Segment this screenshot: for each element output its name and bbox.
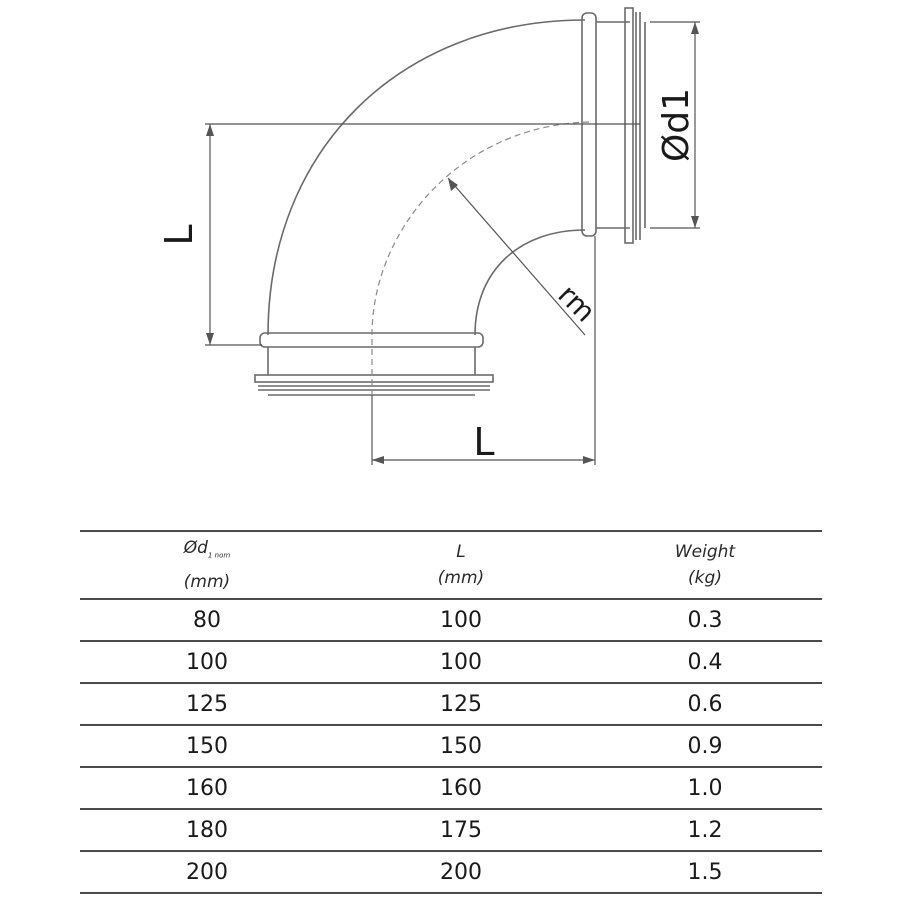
centerline	[372, 122, 590, 395]
table-row	[80, 809, 822, 851]
cell-length: 200	[440, 859, 482, 885]
cell-diameter: 180	[186, 817, 228, 843]
table-row	[80, 641, 822, 683]
header-diameter-main: Ød	[183, 538, 208, 559]
cell-diameter: 200	[186, 859, 228, 885]
cell-weight: 0.9	[687, 733, 723, 759]
diameter-label: Ød1	[656, 87, 697, 163]
cell-weight: 1.2	[687, 817, 723, 843]
spec-table	[80, 530, 822, 894]
header-length	[334, 531, 588, 599]
cell-length: 160	[440, 775, 482, 801]
header-diameter-unit: (mm)	[183, 571, 231, 592]
cell-diameter: 100	[186, 649, 228, 675]
cell-diameter: 150	[186, 733, 228, 759]
table-row	[80, 683, 822, 725]
cell-weight: 1.5	[687, 859, 723, 885]
table-row	[80, 767, 822, 809]
cell-weight: 0.6	[687, 691, 723, 717]
header-diameter	[80, 531, 334, 599]
cell-length: 175	[440, 817, 482, 843]
cell-weight: 0.4	[687, 649, 723, 675]
radius-label: rm	[551, 278, 602, 329]
table-row	[80, 599, 822, 641]
header-weight-main: Weight	[674, 542, 736, 562]
bottom-gasket	[255, 375, 493, 382]
length-label-left: L	[157, 224, 201, 246]
header-length-unit: (mm)	[437, 568, 485, 588]
table-row	[80, 851, 822, 893]
cell-diameter: 80	[193, 607, 221, 633]
header-weight-unit: (kg)	[688, 568, 722, 588]
length-label-bottom: L	[473, 420, 495, 464]
cell-weight: 1.0	[687, 775, 723, 801]
header-weight	[588, 531, 822, 599]
cell-length: 125	[440, 691, 482, 717]
header-length-main: L	[456, 542, 466, 562]
right-gasket	[625, 8, 633, 243]
elbow-outer-wall	[268, 20, 585, 335]
cell-diameter: 125	[186, 691, 228, 717]
table-header-row	[80, 531, 822, 599]
table-row	[80, 725, 822, 767]
cell-weight: 0.3	[687, 607, 723, 633]
header-diameter-sub: 1 nom	[207, 551, 231, 560]
cell-length: 100	[440, 607, 482, 633]
cell-length: 100	[440, 649, 482, 675]
cell-diameter: 160	[186, 775, 228, 801]
cell-length: 150	[440, 733, 482, 759]
elbow-inner-wall	[475, 230, 585, 335]
